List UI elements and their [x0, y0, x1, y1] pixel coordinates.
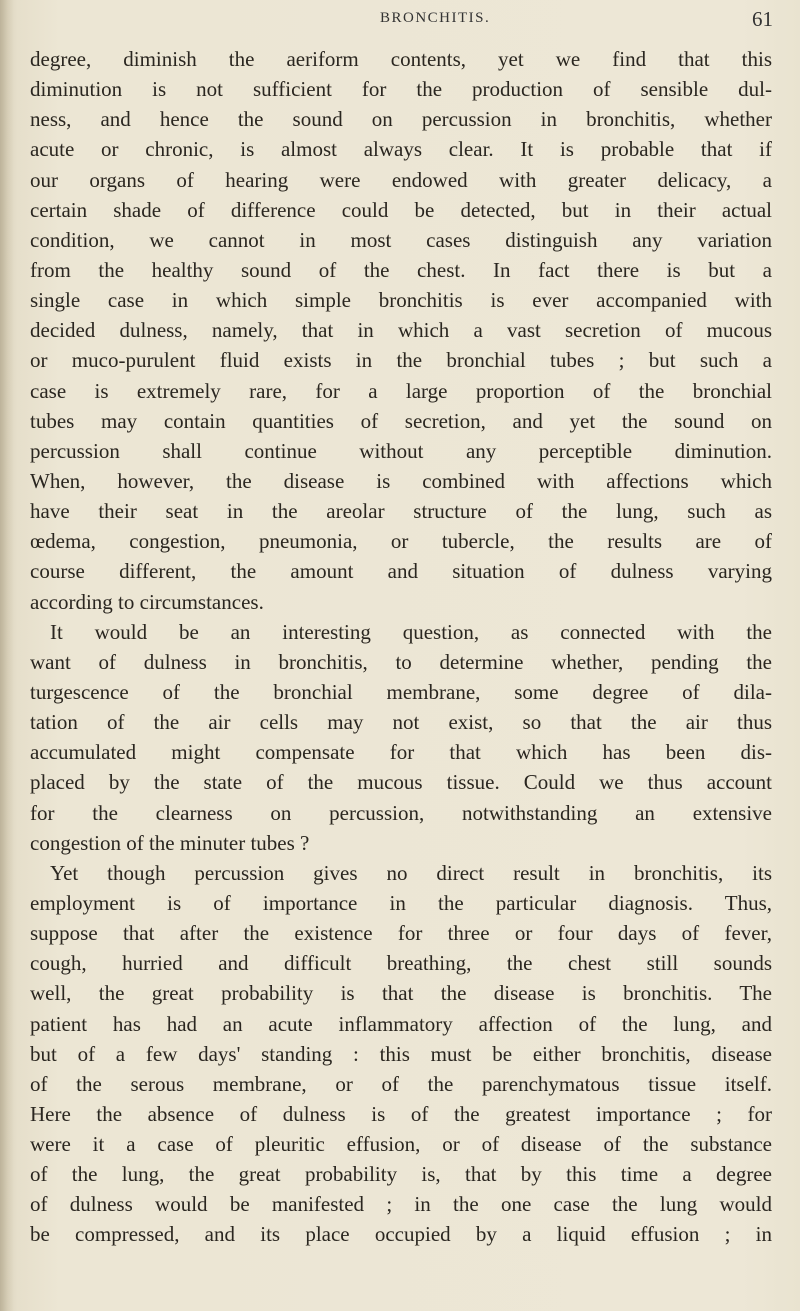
body-text — [30, 44, 772, 1250]
text-line: When, however, the disease is combined with affections which — [30, 468, 772, 493]
page-number: 61 — [752, 7, 773, 31]
text-line: be compressed, and its place occupied by a liquid effusion ; in — [30, 1222, 772, 1247]
text-line: tation of the air cells may not exist, so that the air thus — [30, 710, 772, 735]
text-line: according to circumstances. — [30, 589, 264, 614]
text-line: acute or chronic, is almost always clear. It is probable that if — [30, 137, 772, 162]
spine-shadow — [0, 0, 14, 1311]
text-line: Yet though percussion gives no direct result in bronchitis, its — [50, 860, 772, 885]
text-line: for the clearness on percussion, notwithstanding an extensive — [30, 800, 772, 825]
text-line: well, the great probability is that the disease is bronchitis. The — [30, 981, 772, 1006]
text-line: single case in which simple bronchitis is ever accompanied with — [30, 288, 772, 313]
running-title: BRONCHITIS. — [380, 10, 491, 26]
text-line: certain shade of difference could be detected, but in their actual — [30, 197, 772, 222]
text-line: course different, the amount and situation of dulness varying — [30, 559, 772, 584]
text-line: congestion of the minuter tubes ? — [30, 830, 310, 855]
text-line: It would be an interesting question, as connected with the — [50, 619, 772, 644]
text-line: cough, hurried and difficult breathing, the chest still sounds — [30, 951, 772, 976]
text-line: percussion shall continue without any perceptible diminution. — [30, 438, 772, 463]
text-line: turgescence of the bronchial membrane, some degree of dila- — [30, 679, 772, 704]
text-line: placed by the state of the mucous tissue. Could we thus account — [30, 770, 772, 795]
text-line: from the healthy sound of the chest. In fact there is but a — [30, 257, 772, 282]
text-line: were it a case of pleuritic effusion, or of disease of the substance — [30, 1132, 772, 1157]
text-line: of dulness would be manifested ; in the one case the lung would — [30, 1192, 772, 1217]
text-line: ness, and hence the sound on percussion in bronchitis, whether — [30, 107, 772, 132]
text-line: condition, we cannot in most cases distinguish any variation — [30, 227, 772, 252]
text-line: our organs of hearing were endowed with greater delicacy, a — [30, 167, 772, 192]
text-line: Here the absence of dulness is of the greatest importance ; for — [30, 1101, 772, 1126]
text-line: accumulated might compensate for that which has been dis- — [30, 740, 772, 765]
text-line: degree, diminish the aeriform contents, yet we find that this — [30, 47, 772, 71]
text-line: tubes may contain quantities of secretion, and yet the sound on — [30, 408, 772, 433]
text-line: want of dulness in bronchitis, to determine whether, pending the — [30, 649, 772, 674]
text-line: œdema, congestion, pneumonia, or tubercle, the results are of — [30, 529, 772, 554]
text-line: have their seat in the areolar structure of the lung, such as — [30, 499, 772, 524]
text-line: of the lung, the great probability is, that by this time a degree — [30, 1162, 772, 1187]
text-line: but of a few days' standing : this must be either bronchitis, disease — [30, 1041, 772, 1066]
text-line: patient has had an acute inflammatory affection of the lung, and — [30, 1011, 772, 1036]
running-head — [0, 7, 800, 40]
text-line: case is extremely rare, for a large proportion of the bronchial — [30, 378, 772, 403]
text-line: diminution is not sufficient for the production of sensible dul- — [30, 77, 772, 102]
text-line: or muco-purulent fluid exists in the bronchial tubes ; but such a — [30, 348, 772, 373]
text-line: decided dulness, namely, that in which a vast secretion of mucous — [30, 318, 772, 343]
text-line: suppose that after the existence for three or four days of fever, — [30, 921, 772, 946]
text-line: of the serous membrane, or of the parenchymatous tissue itself. — [30, 1071, 772, 1096]
text-line: employment is of importance in the particular diagnosis. Thus, — [30, 890, 772, 915]
